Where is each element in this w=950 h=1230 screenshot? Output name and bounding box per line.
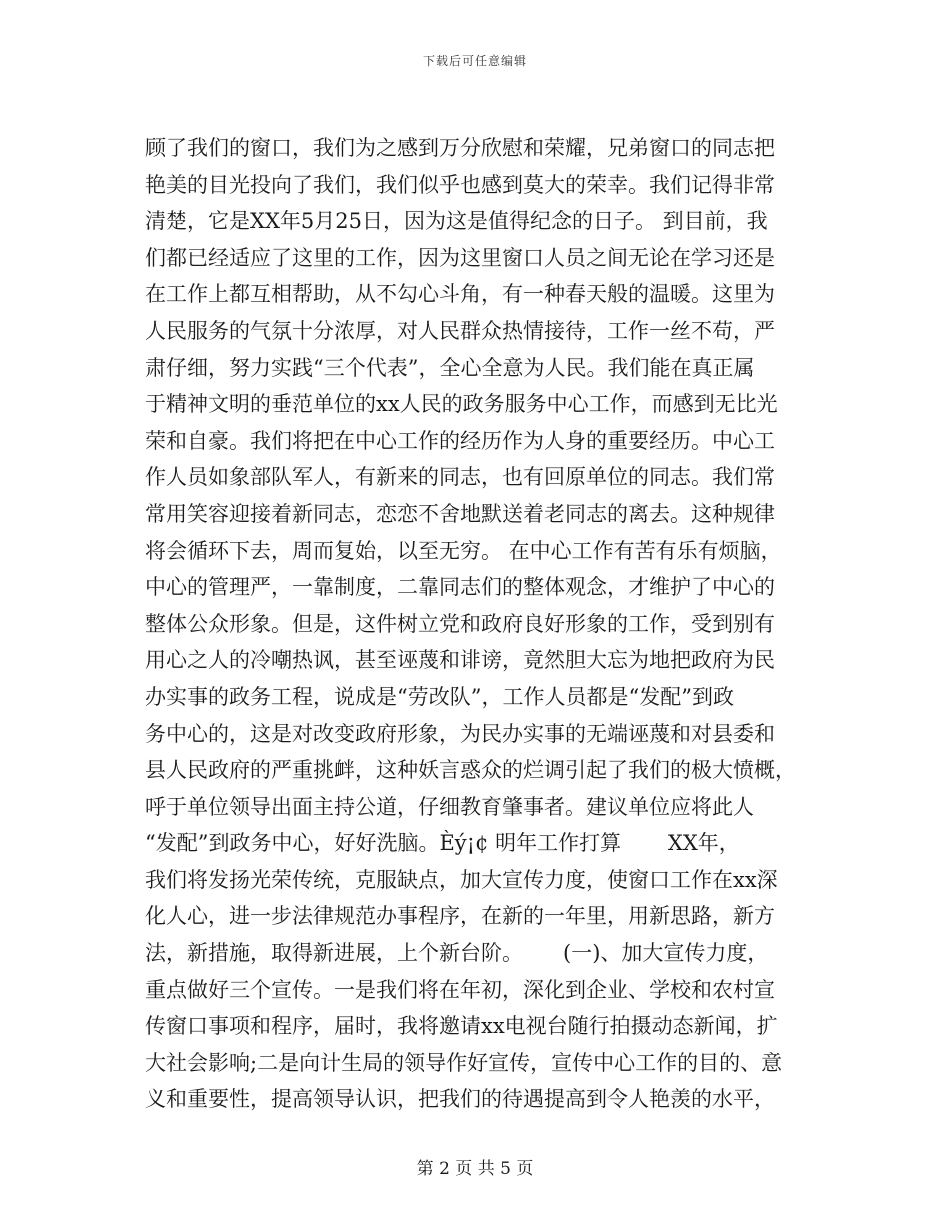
page-header: 下载后可任意编辑 bbox=[422, 54, 527, 68]
text-line: 们都已经适应了这里的工作，因为这里窗口人员之间无论在学习还是 bbox=[145, 245, 775, 270]
text-line: “发配”到政务中心，好好洗脑。Èý¡¢ 明年工作打算 XX年， bbox=[145, 831, 740, 856]
text-line: 呼于单位领导出面主持公道，仔细教育肇事者。建议单位应将此人 bbox=[145, 794, 754, 819]
text-line: 中心的管理严，一靠制度，二靠同志们的整体观念，才维护了中心的 bbox=[145, 575, 775, 600]
text-line: 顾了我们的窗口，我们为之感到万分欣慰和荣耀，兄弟窗口的同志把 bbox=[145, 136, 775, 160]
text-line: 荣和自豪。我们将把在中心工作的经历作为人身的重要经历。中心工 bbox=[145, 428, 775, 453]
text-line: 整体公众形象。但是，这件树立党和政府良好形象的工作，受到别有 bbox=[145, 611, 775, 636]
text-line: 县人民政府的严重挑衅，这种妖言惑众的烂调引起了我们的极大愤概， bbox=[145, 758, 796, 783]
text-line: 作人员如象部队军人，有新来的同志，也有回原单位的同志。我们常 bbox=[145, 465, 775, 490]
text-line: 办实事的政务工程，说成是“劳改队”，工作人员都是“发配”到政 bbox=[145, 684, 734, 709]
text-line: 常用笑容迎接着新同志，恋恋不舍地默送着老同志的离去。这种规律 bbox=[145, 501, 775, 526]
text-line: 用心之人的冷嘲热讽，甚至诬蔑和诽谤，竟然胆大忘为地把政府为民 bbox=[145, 648, 775, 673]
text-line: 将会循环下去，周而复始，以至无穷。 在中心工作有苦有乐有烦脑， bbox=[145, 538, 782, 563]
page-number-footer: 第 2 页 共 5 页 bbox=[416, 1159, 534, 1179]
text-line: 义和重要性，提高领导认识，把我们的待遇提高到令人艳羡的水平， bbox=[145, 1087, 775, 1112]
text-line: 传窗口事项和程序，届时，我将邀请xx电视台随行拍摄动态新闻，扩 bbox=[145, 1014, 778, 1039]
text-line: 法，新措施，取得新进展，上个新台阶。 (一)、加大宣传力度， bbox=[145, 941, 769, 966]
text-line: 清楚，它是XX年5月25日，因为这是值得纪念的日子。 到目前，我 bbox=[145, 209, 768, 234]
text-line: 艳美的目光投向了我们，我们似乎也感到莫大的荣幸。我们记得非常 bbox=[145, 172, 775, 197]
text-line: 肃仔细，努力实践“三个代表”，全心全意为人民。我们能在真正属 bbox=[145, 355, 755, 380]
text-line: 化人心，进一步法律规范办事程序，在新的一年里，用新思路，新方 bbox=[145, 904, 775, 929]
text-line: 大社会影响;二是向计生局的领导作好宣传，宣传中心工作的目的、意 bbox=[145, 1050, 783, 1075]
document-body bbox=[145, 130, 810, 1118]
text-line: 我们将发扬光荣传统，克服缺点，加大宣传力度，使窗口工作在xx深 bbox=[145, 867, 778, 892]
text-line: 务中心的，这是对改变政府形象，为民办实事的无端诬蔑和对县委和 bbox=[145, 721, 775, 746]
text-line: 在工作上都互相帮助，从不勾心斗角，有一种春天般的温暖。这里为 bbox=[145, 282, 775, 307]
text-line: 人民服务的气氛十分浓厚，对人民群众热情接待，工作一丝不苟，严 bbox=[145, 318, 775, 343]
text-line: 于精神文明的垂范单位的xx人民的政务服务中心工作，而感到无比光 bbox=[145, 392, 778, 417]
text-line: 重点做好三个宣传。一是我们将在年初，深化到企业、学校和农村宣 bbox=[145, 977, 775, 1002]
